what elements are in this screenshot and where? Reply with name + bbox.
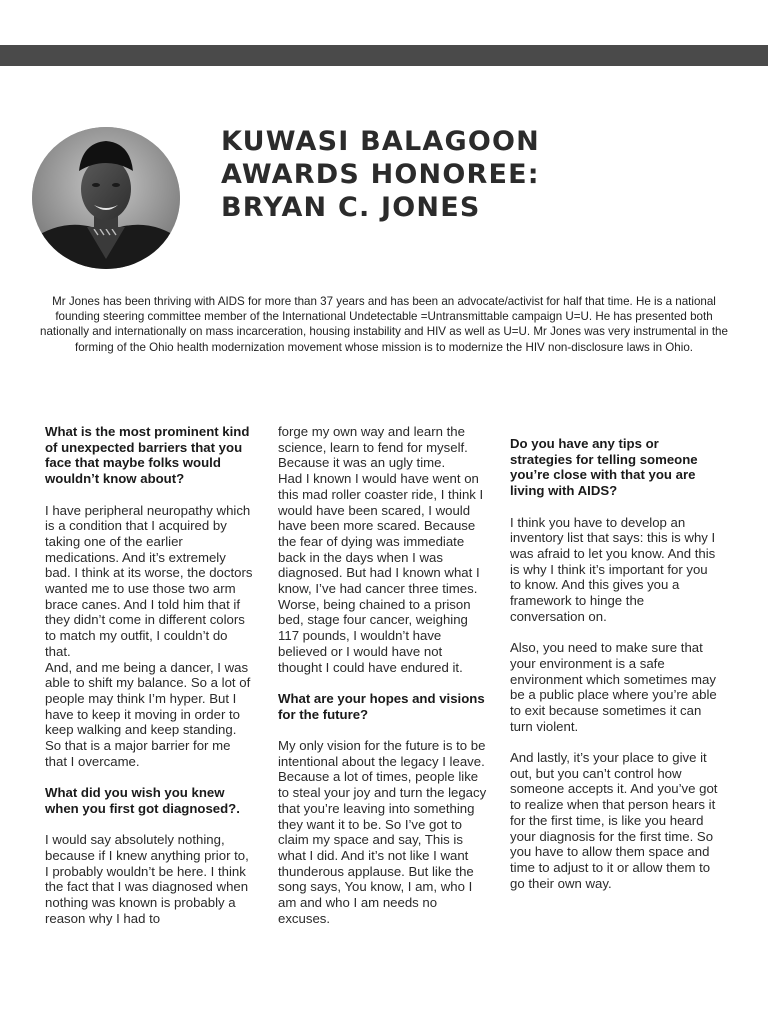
answer-barriers-cont: And, and me being a dancer, I was able to shift my balance. So a lot of people may think I’m hyper. But I have to keep it moving in order to keep walking and keep standing. So that is a major barrier for me that I overcame. xyxy=(45,659,251,769)
header-bar xyxy=(0,45,768,66)
article-column-3 xyxy=(510,436,720,907)
question-diagnosed: What did you wish you knew when you first got diagnosed?. xyxy=(45,785,240,816)
title-line-1: KUWASI BALAGOON xyxy=(221,126,540,157)
question-hopes: What are your hopes and visions for the future? xyxy=(278,690,485,722)
article-column-2 xyxy=(278,424,488,942)
answer-barriers: I have peripheral neuropathy which is a condition that I acquired by taking one of the earlier medications. And it’s extremely bad. I think at its worse, the doctors wanted me to use those two arm brace canes. And I told him that if they didn’t come in different colors to match my outfit, I couldn’t do that. xyxy=(45,502,253,659)
answer-diagnosed-cont: forge my own way and learn the science, learn to fend for myself. Because it was an ugly time. xyxy=(278,424,468,471)
question-tips: Do you have any tips or strategies for telling someone you’re close with that you are living with AIDS? xyxy=(510,436,698,499)
question-barriers: What is the most prominent kind of unexpected barriers that you face that maybe folks would wouldn’t know about? xyxy=(45,424,250,487)
intro-paragraph: Mr Jones has been thriving with AIDS for more than 37 years and has been an advocate/activist for half that time. He is a national founding steering committee member of the International Undetectable =Untransmittable campaign U=U. He has presented both nationally and internationally on mass incarceration, housing instability and HIV as well as U=U. Mr Jones was very instrumental in the forming of the Ohio health modernization movement whose mission is to modernize the HIV non-disclosure laws in Ohio. xyxy=(40,295,728,354)
answer-tips-3: And lastly, it’s your place to give it out, but you can’t control how someone accepts it. And you’ve got to realize when that person hears it for the first time, is like you heard your diagnosis for the first time. So you have to allow them space and time to adjust to it or allow them to go their own way. xyxy=(510,750,718,891)
portrait-illustration xyxy=(32,127,180,269)
answer-hopes: My only vision for the future is to be intentional about the legacy I leave. Because a lot of times, people like to steal your joy and turn the legacy that you’re leaving into something they want it to be. So I’ve got to claim my space and say, This is what I did. And it’s not like I want thunderous applause. But like the song says, You know, I am, who I am and who I am needs no excuses. xyxy=(278,738,487,926)
portrait-photo xyxy=(32,127,180,269)
answer-tips: I think you have to develop an inventory list that says: this is why I was afraid to let you know. And this is why I think it’s important for you to know. And this gives you a framework to hinge the conversation on. xyxy=(510,514,716,624)
answer-diagnosed-cont-2: Had I known I would have went on this mad roller coaster ride, I think I would have been scared, I would have been more scared. Because the fear of dying was immediate back in the days when I was diagnosed. But had I known what I know, I’ve had cancer three times. Worse, being chained to a prison bed, stage four cancer, weighing 117 pounds, I wouldn’t have believed or I would have not thought I could have endured it. xyxy=(278,471,484,675)
title-line-2: AWARDS HONOREE: xyxy=(221,159,540,190)
title-line-3: BRYAN C. JONES xyxy=(221,192,481,223)
page-title xyxy=(221,125,641,224)
answer-tips-2: Also, you need to make sure that your environment is a safe environment which sometimes may be a public place where you’re able to exit because sometimes it can turn violent. xyxy=(510,640,717,734)
article-column-1 xyxy=(45,424,255,942)
answer-diagnosed: I would say absolutely nothing, because if I knew anything prior to, I probably wouldn’t be here. I think the fact that I was diagnosed when nothing was known is probably a reason why I had to xyxy=(45,832,249,926)
